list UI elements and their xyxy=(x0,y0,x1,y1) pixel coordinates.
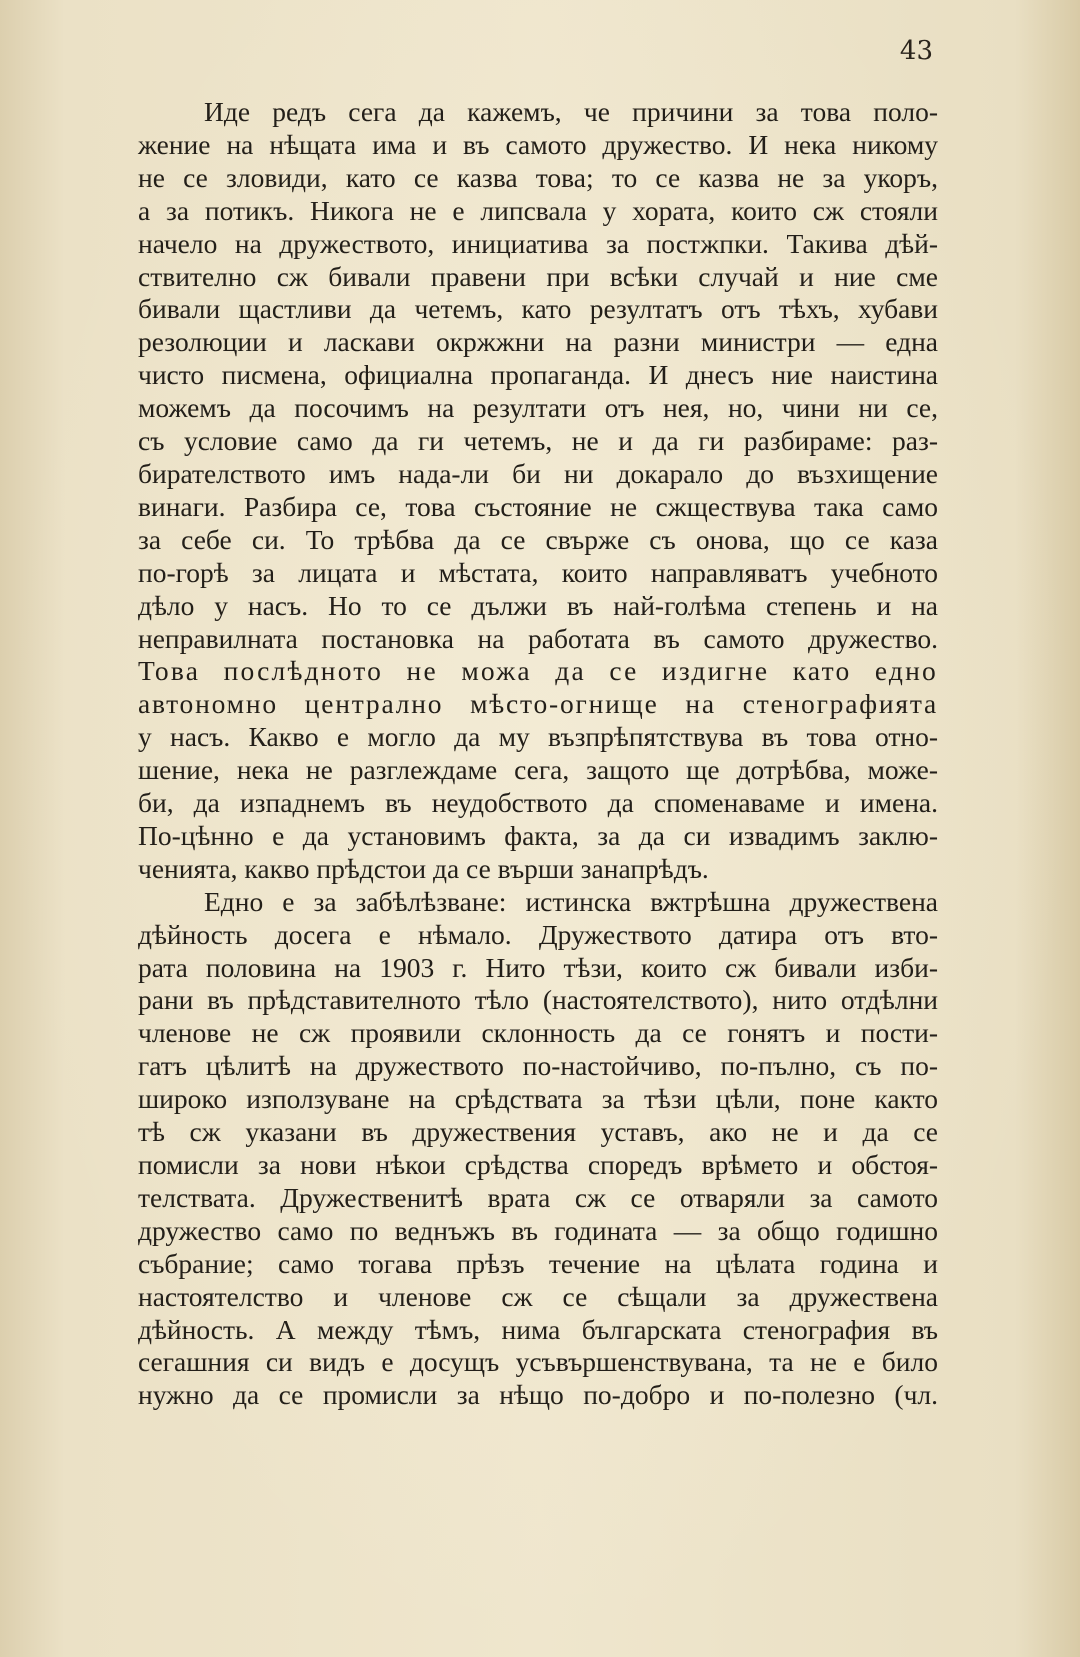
text-line: жение на нѣщата има и въ самото дружество. И нека никому xyxy=(138,128,938,160)
text-line: резолюции и ласкави окржжни на разни министри — една xyxy=(138,326,938,358)
text-line: Едно е за забѣлѣзване: истинска вжтрѣшна дружествена xyxy=(204,885,938,917)
text-line: тѣ сж указани въ дружествения уставъ, ако не и да се xyxy=(138,1116,938,1148)
text-line: членове не сж проявили склонность да се гонятъ и пости- xyxy=(138,1017,938,1049)
text-line: дѣйность. А между тѣмъ, нима българската стенография въ xyxy=(138,1313,938,1345)
text-line: автономно централно мѣсто-огнище на стенографията xyxy=(138,688,938,720)
text-line: Това послѣдното не можа да се издигне като едно xyxy=(138,655,938,687)
text-line: ченията, какво прѣдстои да се върши занапрѣдъ. xyxy=(138,852,709,884)
text-line: а за потикъ. Никога не е липсвала у хората, които сж стояли xyxy=(138,194,938,226)
text-line: неправилната постановка на работата въ самото дружество. xyxy=(138,622,938,654)
text-line: не се зловиди, като се казва това; то се казва не за укоръ, xyxy=(138,161,938,193)
paragraph xyxy=(138,886,938,1413)
text-line: можемъ да посочимъ на резултати отъ нея, но, чини ни се, xyxy=(138,392,938,424)
text-line: рани въ прѣдставителното тѣло (настоятелството), нито отдѣлни xyxy=(138,984,938,1016)
page-number: 43 xyxy=(899,36,933,66)
text-line: помисли за нови нѣкои срѣдства споредъ врѣмето и обстоя- xyxy=(138,1149,938,1180)
text-line: събрание; само тогава прѣзъ течение на цѣлата година и xyxy=(138,1247,938,1279)
text-line: бирателството имъ нада-ли би ни докарало до възхищение xyxy=(138,457,938,489)
text-line: гатъ цѣлитѣ на дружеството по-настойчиво, по-пълно, съ по- xyxy=(138,1050,938,1082)
text-line: винаги. Разбира се, това състояние не сжществува така само xyxy=(138,490,938,522)
text-line: чисто писмена, официална пропаганда. И днесъ ние наистина xyxy=(138,359,938,391)
text-line: По-цѣнно е да установимъ факта, за да си извадимъ заклю- xyxy=(138,819,938,851)
text-line: широко използуване на срѣдствата за тѣзи цѣли, поне както xyxy=(138,1083,938,1115)
text-line: по-горѣ за лицата и мѣстата, които направляватъ учебното xyxy=(138,556,938,588)
text-line: дѣйность досега е нѣмало. Дружеството датира отъ вто- xyxy=(138,918,938,950)
text-line: у насъ. Какво е могло да му възпрѣпятствува въ това отно- xyxy=(138,721,938,753)
page-text xyxy=(138,96,938,1412)
text-line: ствително сж бивали правени при всѣки случай и ние сме xyxy=(138,260,938,292)
text-line: шение, нека не разглеждаме сега, защото ще дотрѣбва, може- xyxy=(138,754,938,786)
text-line: дѣло у насъ. Но то се дължи въ най-голѣма степень и на xyxy=(138,589,938,621)
text-line: би, да изпаднемъ въ неудобството да споменаваме и имена. xyxy=(138,787,938,819)
text-line: бивали щастливи да четемъ, като резултатъ отъ тѣхъ, хубави xyxy=(138,293,938,325)
text-line: настоятелство и членове сж се сѣщали за дружествена xyxy=(138,1280,938,1312)
text-line: сегашния си видъ е досущъ усъвършенствувана, та не е било xyxy=(138,1346,938,1378)
text-line: за себе си. То трѣбва да се свържe съ онова, що се каза xyxy=(138,523,938,555)
text-line: телствата. Дружественитѣ врата сж се отваряли за самото xyxy=(138,1181,938,1213)
text-line: дружество само по веднъжъ въ годината — за общо годишно xyxy=(138,1214,938,1246)
text-line: съ условие само да ги четемъ, не и да ги разбираме: раз- xyxy=(138,425,938,457)
text-line: нужно да се промисли за нѣщо по-добро и по-полезно (чл. xyxy=(138,1379,938,1411)
paragraph xyxy=(138,96,938,886)
text-line: рата половина на 1903 г. Нито тѣзи, които сж бивали изби- xyxy=(138,951,938,983)
text-line: Иде редъ сега да кажемъ, че причини за това поло- xyxy=(204,96,938,127)
text-line: начело на дружеството, инициатива за постжпки. Такива дѣй- xyxy=(138,227,938,259)
